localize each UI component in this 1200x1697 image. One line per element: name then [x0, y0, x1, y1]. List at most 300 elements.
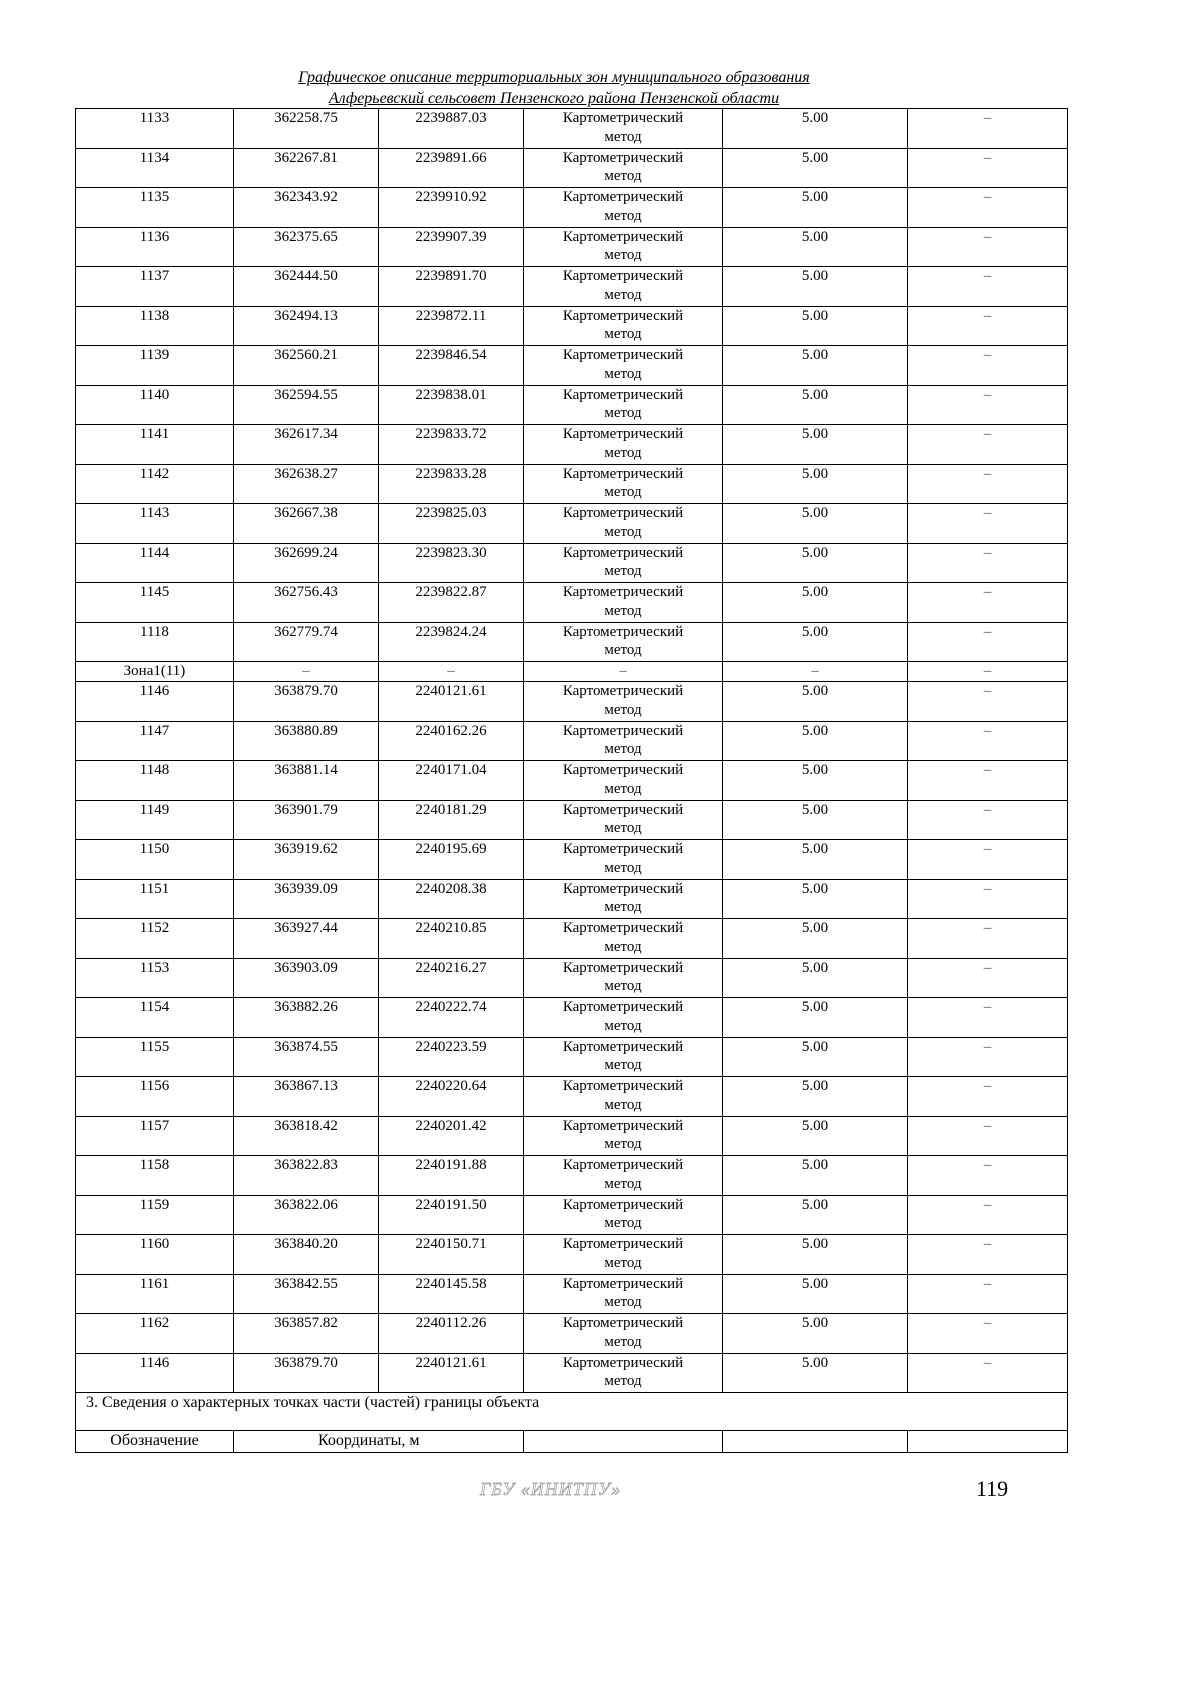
method-text-line-1: Картометрический	[562, 465, 684, 482]
table-row	[76, 800, 1068, 840]
table-row	[76, 1235, 1068, 1275]
y-coordinate-cell: 2239822.87	[379, 583, 524, 623]
x-coordinate-cell: 362617.34	[234, 425, 379, 465]
y-coordinate-cell: 2240121.61	[379, 682, 524, 722]
description-cell: –	[908, 1274, 1068, 1314]
description-cell: –	[908, 188, 1068, 228]
method-cell	[524, 148, 723, 188]
method-text-line-1: Картометрический	[562, 1275, 684, 1292]
method-text-line-1: Картометрический	[562, 268, 684, 284]
accuracy-cell: 5.00	[723, 504, 908, 544]
x-coordinate-cell: 362638.27	[234, 464, 379, 504]
x-coordinate-cell: 362699.24	[234, 543, 379, 583]
method-cell	[524, 425, 723, 465]
accuracy-cell: 5.00	[723, 1156, 908, 1196]
point-id-cell: 1156	[76, 1077, 234, 1117]
x-coordinate-cell: 363939.09	[234, 879, 379, 919]
table-row	[76, 148, 1068, 188]
method-text-line-1: Картометрический	[562, 722, 684, 739]
method-text-line-1: Картометрический	[562, 683, 684, 699]
method-text-line-2: метод	[604, 859, 642, 876]
y-coordinate-cell: 2239891.70	[379, 267, 524, 307]
method-cell	[524, 1235, 723, 1275]
y-coordinate-cell: 2240201.42	[379, 1116, 524, 1156]
method-text-line-1: Картометрический	[562, 544, 684, 561]
method-text-line-2: метод	[604, 1136, 642, 1152]
x-coordinate-cell: 363840.20	[234, 1235, 379, 1275]
method-cell	[524, 622, 723, 662]
table-row	[76, 267, 1068, 307]
point-id-cell: 1142	[76, 464, 234, 504]
description-cell: –	[908, 879, 1068, 919]
method-text-line-2: метод	[604, 820, 642, 836]
point-id-cell: 1159	[76, 1195, 234, 1235]
x-coordinate-cell: 362560.21	[234, 346, 379, 386]
table-row	[76, 1077, 1068, 1117]
x-coordinate-cell: 363879.70	[234, 1353, 379, 1393]
x-coordinate-cell: 363919.62	[234, 840, 379, 880]
table-row	[76, 998, 1068, 1038]
point-id-cell: 1155	[76, 1037, 234, 1077]
column-header-empty-1	[524, 1431, 723, 1453]
point-id-cell: 1141	[76, 425, 234, 465]
document-header-line-1: Графическое описание территориальных зон муниципального образования	[298, 69, 810, 86]
table-row	[76, 227, 1068, 267]
x-coordinate-cell: 362267.81	[234, 148, 379, 188]
method-text-line-1: Картометрический	[562, 920, 684, 936]
method-text-line-2: метод	[604, 1254, 642, 1271]
x-coordinate-cell: 363842.55	[234, 1274, 379, 1314]
method-text-line-1: Картометрический	[562, 1038, 684, 1055]
table-row	[76, 1353, 1068, 1393]
table-row	[76, 682, 1068, 722]
y-coordinate-cell: 2240223.59	[379, 1037, 524, 1077]
accuracy-cell: 5.00	[723, 306, 908, 346]
method-cell	[524, 761, 723, 801]
x-coordinate-cell: 363901.79	[234, 800, 379, 840]
method-cell	[524, 227, 723, 267]
description-cell: –	[908, 761, 1068, 801]
method-text-line-1: Картометрический	[562, 841, 684, 857]
y-coordinate-cell: 2239910.92	[379, 188, 524, 228]
y-coordinate-cell: 2239846.54	[379, 346, 524, 386]
method-text-line-2: метод	[604, 899, 642, 915]
method-text-line-1: Картометрический	[562, 623, 684, 640]
point-id-cell: 1153	[76, 958, 234, 998]
method-cell	[524, 1077, 723, 1117]
point-id-cell: 1146	[76, 682, 234, 722]
y-coordinate-cell: 2239887.03	[379, 109, 524, 149]
method-text-line-1: Картометрический	[562, 307, 684, 324]
y-coordinate-cell: 2240222.74	[379, 998, 524, 1038]
table-row	[76, 1314, 1068, 1354]
method-cell	[524, 919, 723, 959]
description-cell: –	[908, 800, 1068, 840]
description-cell: –	[908, 682, 1068, 722]
point-id-cell: 1145	[76, 583, 234, 623]
method-text-line-2: метод	[604, 1373, 642, 1389]
zone-dash-cell: –	[723, 662, 908, 682]
description-cell: –	[908, 385, 1068, 425]
x-coordinate-cell: 363880.89	[234, 721, 379, 761]
accuracy-cell: 5.00	[723, 1314, 908, 1354]
zone-separator-row	[76, 662, 1068, 682]
point-id-cell: 1136	[76, 227, 234, 267]
accuracy-cell: 5.00	[723, 721, 908, 761]
accuracy-cell: 5.00	[723, 879, 908, 919]
method-text-line-1: Картометрический	[562, 1236, 684, 1252]
accuracy-cell: 5.00	[723, 1235, 908, 1275]
column-header-designation: Обозначение	[76, 1431, 234, 1453]
table-row	[76, 543, 1068, 583]
table-row	[76, 1116, 1068, 1156]
y-coordinate-cell: 2240195.69	[379, 840, 524, 880]
description-cell: –	[908, 622, 1068, 662]
table-row	[76, 583, 1068, 623]
description-cell: –	[908, 840, 1068, 880]
accuracy-cell: 5.00	[723, 385, 908, 425]
method-cell	[524, 879, 723, 919]
method-cell	[524, 1156, 723, 1196]
point-id-cell: 1160	[76, 1235, 234, 1275]
zone-dash-cell: –	[908, 662, 1068, 682]
method-text-line-2: метод	[604, 365, 642, 382]
zone-dash-cell: –	[234, 662, 379, 682]
document-header-line-2: Алферьевский сельсовет Пензенского района Пензенской области	[328, 90, 780, 107]
method-text-line-1: Картометрический	[562, 505, 684, 521]
table-row	[76, 188, 1068, 228]
accuracy-cell: 5.00	[723, 109, 908, 149]
y-coordinate-cell: 2240145.58	[379, 1274, 524, 1314]
method-text-line-2: метод	[604, 701, 642, 718]
method-cell	[524, 109, 723, 149]
accuracy-cell: 5.00	[723, 148, 908, 188]
x-coordinate-cell: 362258.75	[234, 109, 379, 149]
accuracy-cell: 5.00	[723, 346, 908, 386]
boundary-points-table-body	[76, 109, 1068, 1453]
method-text-line-2: метод	[604, 1175, 642, 1192]
accuracy-cell: 5.00	[723, 1077, 908, 1117]
accuracy-cell: 5.00	[723, 919, 908, 959]
method-text-line-2: метод	[604, 741, 642, 757]
zone-dash-cell: –	[379, 662, 524, 682]
section-3-row	[76, 1393, 1068, 1431]
method-text-line-1: Картометрический	[562, 1157, 684, 1173]
method-cell	[524, 1274, 723, 1314]
point-id-cell: 1118	[76, 622, 234, 662]
method-text-line-2: метод	[604, 523, 642, 540]
table-row	[76, 919, 1068, 959]
table-row	[76, 1195, 1068, 1235]
method-cell	[524, 1195, 723, 1235]
y-coordinate-cell: 2240181.29	[379, 800, 524, 840]
point-id-cell: 1148	[76, 761, 234, 801]
method-text-line-1: Картометрический	[562, 228, 684, 245]
zone-label: Зона1(11)	[76, 662, 234, 682]
x-coordinate-cell: 363882.26	[234, 998, 379, 1038]
accuracy-cell: 5.00	[723, 840, 908, 880]
accuracy-cell: 5.00	[723, 958, 908, 998]
method-cell	[524, 1037, 723, 1077]
y-coordinate-cell: 2239891.66	[379, 148, 524, 188]
method-text-line-2: метод	[604, 326, 642, 342]
table-row	[76, 840, 1068, 880]
y-coordinate-cell: 2239872.11	[379, 306, 524, 346]
y-coordinate-cell: 2240171.04	[379, 761, 524, 801]
method-cell	[524, 188, 723, 228]
accuracy-cell: 5.00	[723, 425, 908, 465]
x-coordinate-cell: 363879.70	[234, 682, 379, 722]
point-id-cell: 1133	[76, 109, 234, 149]
method-cell	[524, 583, 723, 623]
point-id-cell: 1162	[76, 1314, 234, 1354]
method-text-line-2: метод	[604, 286, 642, 303]
accuracy-cell: 5.00	[723, 998, 908, 1038]
method-cell	[524, 306, 723, 346]
point-id-cell: 1147	[76, 721, 234, 761]
point-id-cell: 1152	[76, 919, 234, 959]
table-row	[76, 879, 1068, 919]
method-cell	[524, 385, 723, 425]
method-cell	[524, 346, 723, 386]
section-3-title: 3. Сведения о характерных точках части (частей) границы объекта	[76, 1393, 1068, 1431]
description-cell: –	[908, 306, 1068, 346]
method-cell	[524, 721, 723, 761]
table-row	[76, 1274, 1068, 1314]
point-id-cell: 1134	[76, 148, 234, 188]
column-header-coordinates: Координаты, м	[234, 1431, 524, 1453]
table-row	[76, 109, 1068, 149]
accuracy-cell: 5.00	[723, 1195, 908, 1235]
description-cell: –	[908, 919, 1068, 959]
accuracy-cell: 5.00	[723, 464, 908, 504]
zone-dash-cell: –	[524, 662, 723, 682]
footer-organization-watermark: ГБУ «ИНИТПУ»	[480, 1479, 622, 1499]
method-text-line-1: Картометрический	[562, 189, 684, 205]
table-row	[76, 385, 1068, 425]
description-cell: –	[908, 346, 1068, 386]
method-text-line-1: Картометрический	[562, 1315, 684, 1331]
table-row	[76, 346, 1068, 386]
y-coordinate-cell: 2239833.72	[379, 425, 524, 465]
method-cell	[524, 800, 723, 840]
accuracy-cell: 5.00	[723, 682, 908, 722]
column-header-empty-3	[908, 1431, 1068, 1453]
x-coordinate-cell: 362444.50	[234, 267, 379, 307]
x-coordinate-cell: 362375.65	[234, 227, 379, 267]
boundary-points-table	[75, 108, 1068, 1453]
y-coordinate-cell: 2240191.88	[379, 1156, 524, 1196]
method-text-line-2: метод	[604, 444, 642, 461]
method-cell	[524, 840, 723, 880]
accuracy-cell: 5.00	[723, 1353, 908, 1393]
method-text-line-2: метод	[604, 563, 642, 579]
point-id-cell: 1135	[76, 188, 234, 228]
method-text-line-1: Картометрический	[562, 762, 684, 778]
point-id-cell: 1154	[76, 998, 234, 1038]
method-text-line-2: метод	[604, 1057, 642, 1073]
y-coordinate-cell: 2240191.50	[379, 1195, 524, 1235]
method-cell	[524, 1314, 723, 1354]
method-cell	[524, 504, 723, 544]
method-text-line-1: Картометрический	[562, 149, 684, 166]
description-cell: –	[908, 543, 1068, 583]
table-row	[76, 464, 1068, 504]
accuracy-cell: 5.00	[723, 583, 908, 623]
point-id-cell: 1151	[76, 879, 234, 919]
method-text-line-1: Картометрический	[562, 959, 684, 976]
x-coordinate-cell: 362756.43	[234, 583, 379, 623]
table-row	[76, 504, 1068, 544]
description-cell: –	[908, 1116, 1068, 1156]
method-text-line-1: Картометрический	[562, 1196, 684, 1213]
method-cell	[524, 1353, 723, 1393]
x-coordinate-cell: 362594.55	[234, 385, 379, 425]
method-cell	[524, 464, 723, 504]
x-coordinate-cell: 363818.42	[234, 1116, 379, 1156]
method-cell	[524, 267, 723, 307]
method-text-line-2: метод	[604, 168, 642, 184]
table-row	[76, 622, 1068, 662]
method-text-line-2: метод	[604, 128, 642, 145]
accuracy-cell: 5.00	[723, 1116, 908, 1156]
y-coordinate-cell: 2240112.26	[379, 1314, 524, 1354]
method-text-line-2: метод	[604, 642, 642, 658]
method-text-line-2: метод	[604, 1096, 642, 1113]
point-id-cell: 1137	[76, 267, 234, 307]
point-id-cell: 1146	[76, 1353, 234, 1393]
method-cell	[524, 998, 723, 1038]
accuracy-cell: 5.00	[723, 800, 908, 840]
x-coordinate-cell: 363822.83	[234, 1156, 379, 1196]
description-cell: –	[908, 425, 1068, 465]
method-cell	[524, 682, 723, 722]
table-row	[76, 1156, 1068, 1196]
method-text-line-1: Картометрический	[562, 1354, 684, 1371]
point-id-cell: 1150	[76, 840, 234, 880]
method-text-line-2: метод	[604, 780, 642, 797]
method-text-line-1: Картометрический	[562, 801, 684, 818]
accuracy-cell: 5.00	[723, 543, 908, 583]
description-cell: –	[908, 109, 1068, 149]
description-cell: –	[908, 267, 1068, 307]
method-text-line-1: Картометрический	[562, 347, 684, 363]
method-text-line-2: метод	[604, 978, 642, 994]
x-coordinate-cell: 362667.38	[234, 504, 379, 544]
x-coordinate-cell: 363874.55	[234, 1037, 379, 1077]
table-row	[76, 425, 1068, 465]
description-cell: –	[908, 148, 1068, 188]
point-id-cell: 1158	[76, 1156, 234, 1196]
y-coordinate-cell: 2239833.28	[379, 464, 524, 504]
method-cell	[524, 543, 723, 583]
y-coordinate-cell: 2240121.61	[379, 1353, 524, 1393]
method-text-line-1: Картометрический	[562, 880, 684, 897]
y-coordinate-cell: 2240208.38	[379, 879, 524, 919]
description-cell: –	[908, 1235, 1068, 1275]
table-row	[76, 1037, 1068, 1077]
x-coordinate-cell: 362343.92	[234, 188, 379, 228]
table-row	[76, 306, 1068, 346]
method-text-line-2: метод	[604, 247, 642, 263]
method-text-line-1: Картометрический	[562, 584, 684, 600]
method-text-line-2: метод	[604, 1215, 642, 1231]
x-coordinate-cell: 362494.13	[234, 306, 379, 346]
method-text-line-1: Картометрический	[562, 999, 684, 1015]
accuracy-cell: 5.00	[723, 267, 908, 307]
accuracy-cell: 5.00	[723, 1274, 908, 1314]
method-text-line-2: метод	[604, 207, 642, 224]
page-number: 119	[976, 1476, 1009, 1501]
method-cell	[524, 1116, 723, 1156]
table-row	[76, 761, 1068, 801]
x-coordinate-cell: 363927.44	[234, 919, 379, 959]
description-cell: –	[908, 958, 1068, 998]
description-cell: –	[908, 1077, 1068, 1117]
x-coordinate-cell: 362779.74	[234, 622, 379, 662]
y-coordinate-cell: 2240162.26	[379, 721, 524, 761]
x-coordinate-cell: 363822.06	[234, 1195, 379, 1235]
point-id-cell: 1143	[76, 504, 234, 544]
method-text-line-2: метод	[604, 1294, 642, 1310]
y-coordinate-cell: 2239838.01	[379, 385, 524, 425]
method-text-line-1: Картометрический	[562, 1078, 684, 1094]
y-coordinate-cell: 2240150.71	[379, 1235, 524, 1275]
accuracy-cell: 5.00	[723, 188, 908, 228]
method-text-line-1: Картометрический	[562, 426, 684, 442]
method-text-line-2: метод	[604, 484, 642, 500]
point-id-cell: 1157	[76, 1116, 234, 1156]
point-id-cell: 1139	[76, 346, 234, 386]
table-row	[76, 721, 1068, 761]
method-cell	[524, 958, 723, 998]
description-cell: –	[908, 721, 1068, 761]
accuracy-cell: 5.00	[723, 227, 908, 267]
y-coordinate-cell: 2240216.27	[379, 958, 524, 998]
accuracy-cell: 5.00	[723, 622, 908, 662]
description-cell: –	[908, 1156, 1068, 1196]
y-coordinate-cell: 2240220.64	[379, 1077, 524, 1117]
point-id-cell: 1161	[76, 1274, 234, 1314]
x-coordinate-cell: 363867.13	[234, 1077, 379, 1117]
y-coordinate-cell: 2239823.30	[379, 543, 524, 583]
table-row	[76, 958, 1068, 998]
method-text-line-1: Картометрический	[562, 1117, 684, 1134]
description-cell: –	[908, 1037, 1068, 1077]
method-text-line-2: метод	[604, 405, 642, 421]
description-cell: –	[908, 1195, 1068, 1235]
point-id-cell: 1138	[76, 306, 234, 346]
point-id-cell: 1144	[76, 543, 234, 583]
accuracy-cell: 5.00	[723, 761, 908, 801]
description-cell: –	[908, 504, 1068, 544]
method-text-line-2: метод	[604, 938, 642, 955]
accuracy-cell: 5.00	[723, 1037, 908, 1077]
method-text-line-2: метод	[604, 1333, 642, 1350]
y-coordinate-cell: 2240210.85	[379, 919, 524, 959]
y-coordinate-cell: 2239907.39	[379, 227, 524, 267]
x-coordinate-cell: 363857.82	[234, 1314, 379, 1354]
description-cell: –	[908, 227, 1068, 267]
y-coordinate-cell: 2239824.24	[379, 622, 524, 662]
column-header-empty-2	[723, 1431, 908, 1453]
description-cell: –	[908, 998, 1068, 1038]
method-text-line-1: Картометрический	[562, 110, 684, 126]
description-cell: –	[908, 1353, 1068, 1393]
description-cell: –	[908, 1314, 1068, 1354]
x-coordinate-cell: 363881.14	[234, 761, 379, 801]
section-3-column-header-row	[76, 1431, 1068, 1453]
